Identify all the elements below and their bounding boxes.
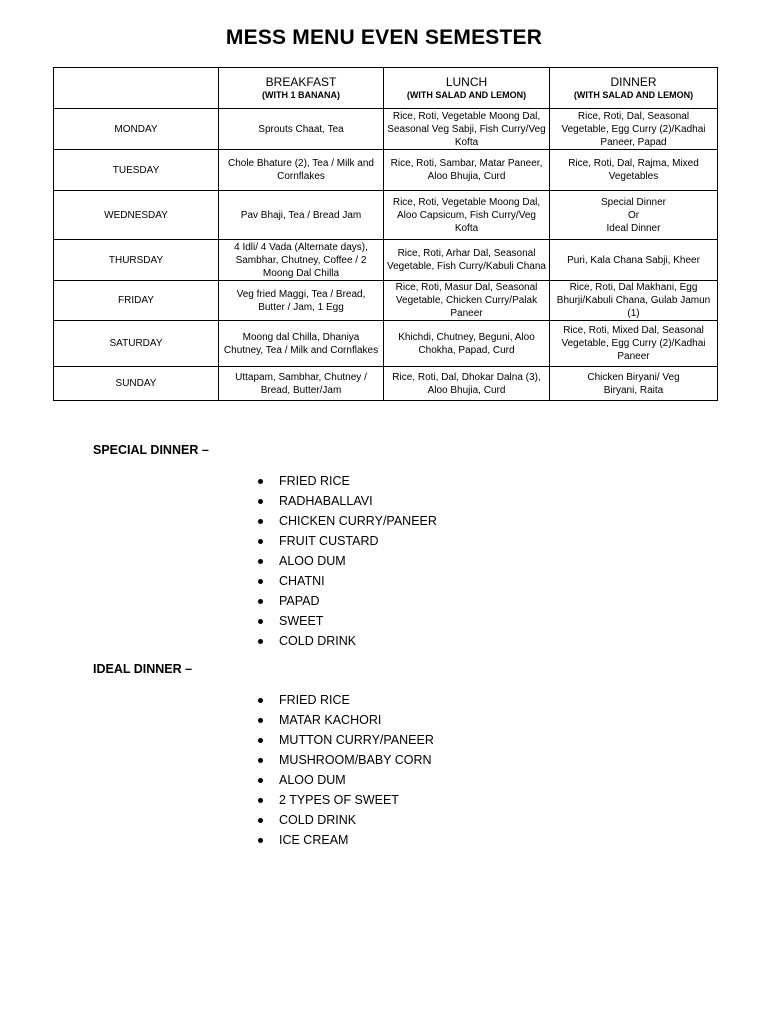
list-item — [258, 611, 437, 631]
special-dinner-list — [258, 471, 437, 651]
table-row-saturday — [54, 321, 718, 367]
breakfast-cell: Moong dal Chilla, Dhaniya Chutney, Tea / Milk and Cornflakes — [219, 321, 384, 367]
list-item — [258, 770, 434, 790]
dinner-cell: Rice, Roti, Mixed Dal, Seasonal Vegetable, Egg Curry (2)/Kadhai Paneer — [550, 321, 718, 367]
list-item-label: 2 TYPES OF SWEET — [279, 793, 399, 807]
list-item-label: MUTTON CURRY/PANEER — [279, 733, 434, 747]
list-item — [258, 631, 437, 651]
header-sublabel: (WITH SALAD AND LEMON) — [406, 89, 527, 100]
table-row-wednesday — [54, 191, 718, 240]
table-row-thursday — [54, 240, 718, 281]
lunch-cell: Khichdi, Chutney, Beguni, Aloo Chokha, Papad, Curd — [384, 321, 550, 367]
breakfast-cell: Veg fried Maggi, Tea / Bread, Butter / Jam, 1 Egg — [219, 281, 384, 321]
list-item-label: CHICKEN CURRY/PANEER — [279, 514, 437, 528]
list-item — [258, 750, 434, 770]
header-lunch — [384, 68, 550, 109]
dinner-line: Chicken Biryani/ Veg — [587, 371, 680, 383]
breakfast-cell: Pav Bhaji, Tea / Bread Jam — [219, 191, 384, 240]
table-row-monday — [54, 109, 718, 150]
list-item-label: MATAR KACHORI — [279, 713, 382, 727]
breakfast-cell: Sprouts Chaat, Tea — [219, 109, 384, 150]
list-item — [258, 531, 437, 551]
header-label: DINNER — [610, 74, 657, 89]
list-item — [258, 810, 434, 830]
mess-menu-table — [53, 67, 718, 401]
bullet-icon — [258, 738, 263, 743]
bullet-icon — [258, 479, 263, 484]
list-item — [258, 830, 434, 850]
table-header-row — [54, 68, 718, 109]
list-item-label: FRIED RICE — [279, 693, 350, 707]
dinner-line: Ideal Dinner — [606, 222, 661, 234]
list-item-label: MUSHROOM/BABY CORN — [279, 753, 432, 767]
list-item — [258, 571, 437, 591]
bullet-icon — [258, 639, 263, 644]
bullet-icon — [258, 718, 263, 723]
page-title: MESS MENU EVEN SEMESTER — [225, 26, 543, 49]
day-cell: SUNDAY — [54, 367, 219, 401]
lunch-cell: Rice, Roti, Masur Dal, Seasonal Vegetable, Chicken Curry/Palak Paneer — [384, 281, 550, 321]
day-cell: TUESDAY — [54, 150, 219, 191]
list-item — [258, 591, 437, 611]
day-cell: WEDNESDAY — [54, 191, 219, 240]
list-item-label: ALOO DUM — [279, 554, 346, 568]
breakfast-cell: Uttapam, Sambhar, Chutney / Bread, Butter/Jam — [219, 367, 384, 401]
bullet-icon — [258, 499, 263, 504]
dinner-line: Biryani, Raita — [603, 384, 664, 396]
table-row-friday — [54, 281, 718, 321]
list-item-label: FRUIT CUSTARD — [279, 534, 379, 548]
day-cell: SATURDAY — [54, 321, 219, 367]
lunch-cell: Rice, Roti, Sambar, Matar Paneer, Aloo Bhujia, Curd — [384, 150, 550, 191]
dinner-cell: Puri, Kala Chana Sabji, Kheer — [550, 240, 718, 281]
bullet-icon — [258, 599, 263, 604]
bullet-icon — [258, 559, 263, 564]
dinner-line: Or — [627, 209, 640, 221]
header-sublabel: (WITH 1 BANANA) — [262, 89, 340, 100]
dinner-cell: Rice, Roti, Dal, Seasonal Vegetable, Egg Curry (2)/Kadhai Paneer, Papad — [550, 109, 718, 150]
lunch-cell: Rice, Roti, Dal, Dhokar Dalna (3), Aloo Bhujia, Curd — [384, 367, 550, 401]
list-item-label: PAPAD — [279, 594, 320, 608]
list-item — [258, 690, 434, 710]
bullet-icon — [258, 778, 263, 783]
dinner-cell: Rice, Roti, Dal Makhani, Egg Bhurji/Kabuli Chana, Gulab Jamun (1) — [550, 281, 718, 321]
day-cell: MONDAY — [54, 109, 219, 150]
list-item — [258, 471, 437, 491]
header-dinner — [550, 68, 718, 109]
header-breakfast — [219, 68, 384, 109]
ideal-dinner-heading: IDEAL DINNER – — [93, 662, 193, 676]
list-item-label: CHATNI — [279, 574, 325, 588]
bullet-icon — [258, 698, 263, 703]
list-item — [258, 730, 434, 750]
list-item-label: COLD DRINK — [279, 634, 357, 648]
header-corner-cell — [54, 68, 219, 109]
list-item-label: COLD DRINK — [279, 813, 357, 827]
table-row-sunday — [54, 367, 718, 401]
ideal-dinner-list — [258, 690, 434, 850]
list-item-label: RADHABALLAVI — [279, 494, 373, 508]
day-cell: THURSDAY — [54, 240, 219, 281]
list-item-label: SWEET — [279, 614, 324, 628]
header-label: BREAKFAST — [265, 74, 337, 89]
bullet-icon — [258, 838, 263, 843]
lunch-cell: Rice, Roti, Vegetable Moong Dal, Aloo Capsicum, Fish Curry/Veg Kofta — [384, 191, 550, 240]
breakfast-cell: 4 Idli/ 4 Vada (Alternate days), Sambhar, Chutney, Coffee / 2 Moong Dal Chilla — [219, 240, 384, 281]
dinner-cell: Rice, Roti, Dal, Rajma, Mixed Vegetables — [550, 150, 718, 191]
bullet-icon — [258, 619, 263, 624]
breakfast-cell: Chole Bhature (2), Tea / Milk and Cornflakes — [219, 150, 384, 191]
bullet-icon — [258, 539, 263, 544]
bullet-icon — [258, 798, 263, 803]
special-dinner-heading: SPECIAL DINNER – — [93, 443, 209, 457]
day-cell: FRIDAY — [54, 281, 219, 321]
list-item-label: ALOO DUM — [279, 773, 346, 787]
bullet-icon — [258, 818, 263, 823]
list-item-label: FRIED RICE — [279, 474, 350, 488]
table-row-tuesday — [54, 150, 718, 191]
list-item — [258, 551, 437, 571]
header-label: LUNCH — [445, 74, 488, 89]
lunch-cell: Rice, Roti, Arhar Dal, Seasonal Vegetable, Fish Curry/Kabuli Chana — [384, 240, 550, 281]
bullet-icon — [258, 758, 263, 763]
list-item — [258, 491, 437, 511]
dinner-line: Special Dinner — [600, 196, 667, 208]
bullet-icon — [258, 579, 263, 584]
header-sublabel: (WITH SALAD AND LEMON) — [573, 89, 694, 100]
bullet-icon — [258, 519, 263, 524]
dinner-cell — [550, 191, 718, 240]
dinner-cell — [550, 367, 718, 401]
list-item-label: ICE CREAM — [279, 833, 349, 847]
list-item — [258, 790, 434, 810]
list-item — [258, 710, 434, 730]
list-item — [258, 511, 437, 531]
lunch-cell: Rice, Roti, Vegetable Moong Dal, Seasonal Veg Sabji, Fish Curry/Veg Kofta — [384, 109, 550, 150]
